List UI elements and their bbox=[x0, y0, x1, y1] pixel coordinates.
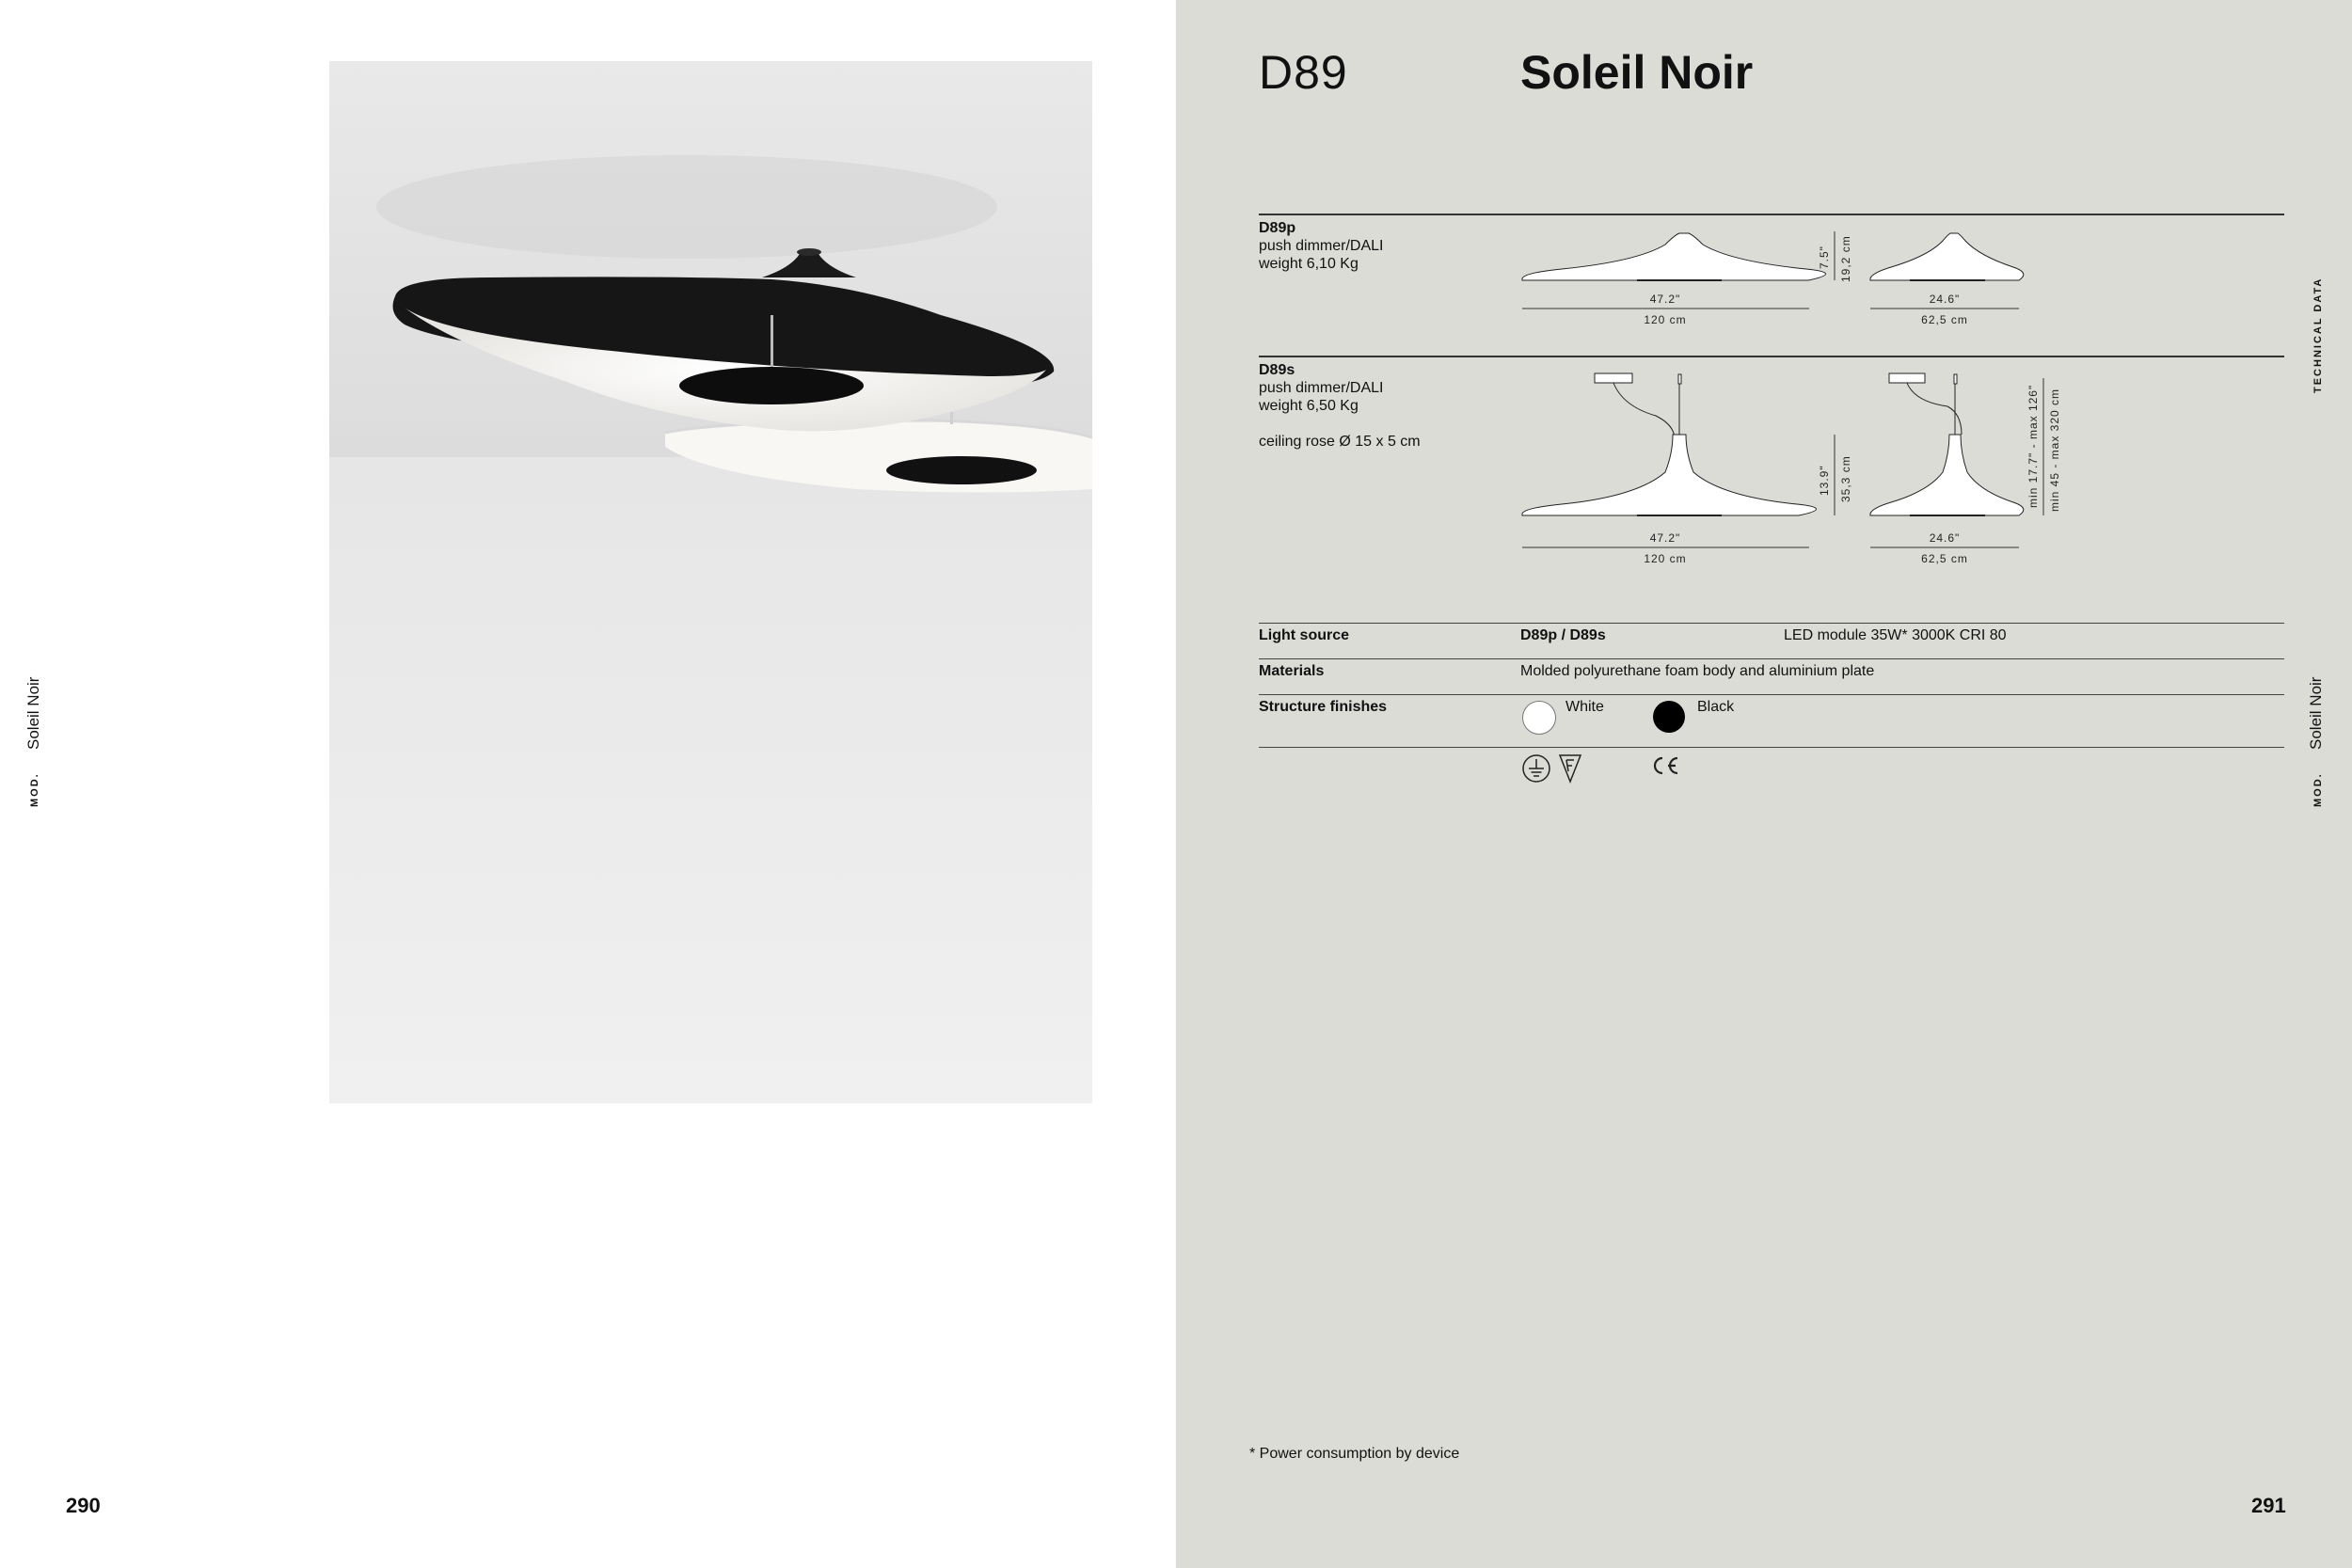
variant-line: weight 6,10 Kg bbox=[1259, 256, 1359, 272]
dim-side-width-cm: 62,5 cm bbox=[1921, 552, 1968, 565]
materials-value: Molded polyurethane foam body and aluminium plate bbox=[1520, 663, 1875, 679]
variant-d89s-info bbox=[1259, 361, 1421, 451]
variant-line: push dimmer/DALI bbox=[1259, 380, 1384, 396]
product-photo bbox=[329, 61, 1092, 1103]
divider bbox=[1259, 747, 2284, 748]
variant-line bbox=[1259, 415, 1421, 433]
divider bbox=[1259, 356, 2284, 357]
d89s-dimension-drawing bbox=[1515, 369, 2098, 576]
divider bbox=[1259, 623, 2284, 624]
variant-line: weight 6,50 Kg bbox=[1259, 398, 1359, 414]
model-name-vertical: Soleil Noir bbox=[24, 676, 42, 750]
page-number-right: 291 bbox=[2251, 1494, 2286, 1517]
dim-front-width-in: 47.2" bbox=[1649, 531, 1681, 545]
technical-data-label: TECHNICAL DATA bbox=[2312, 277, 2324, 393]
d89p-dimension-drawing bbox=[1515, 224, 2079, 337]
dim-side-width-in: 24.6" bbox=[1929, 531, 1961, 545]
lamp-photo-illustration bbox=[329, 61, 1092, 1103]
dim-height-in: 13.9" bbox=[1818, 465, 1831, 496]
light-source-value: LED module 35W* 3000K CRI 80 bbox=[1784, 627, 2007, 643]
ground-symbol-icon bbox=[1520, 752, 1552, 784]
variant-line: push dimmer/DALI bbox=[1259, 238, 1384, 254]
variant-code: D89p bbox=[1259, 220, 1296, 236]
divider bbox=[1259, 658, 2284, 659]
finish-name-black: Black bbox=[1697, 699, 1735, 715]
variant-d89p-info bbox=[1259, 219, 1384, 273]
mod-label-right: MOD. bbox=[2312, 772, 2324, 807]
structure-finishes-label: Structure finishes bbox=[1259, 699, 1388, 715]
divider bbox=[1259, 694, 2284, 695]
f-mark-icon bbox=[1558, 752, 1582, 784]
dim-side-width-in: 24.6" bbox=[1929, 293, 1961, 306]
dim-front-width-cm: 120 cm bbox=[1644, 552, 1687, 565]
model-name-vertical-right: Soleil Noir bbox=[2307, 676, 2325, 750]
variant-code: D89s bbox=[1259, 362, 1295, 378]
page-number: 290 bbox=[66, 1494, 101, 1517]
finish-swatch-black bbox=[1653, 701, 1685, 733]
product-title: Soleil Noir bbox=[1520, 46, 1754, 99]
dim-cable-cm: min 45 - max 320 cm bbox=[2048, 388, 2061, 512]
dim-front-width-cm: 120 cm bbox=[1644, 313, 1687, 326]
materials-label: Materials bbox=[1259, 663, 1325, 679]
divider bbox=[1259, 214, 2284, 215]
variant-line: ceiling rose Ø 15 x 5 cm bbox=[1259, 434, 1421, 450]
finish-name-white: White bbox=[1565, 699, 1604, 715]
dim-height-in: 7.5" bbox=[1818, 245, 1831, 269]
dim-side-width-cm: 62,5 cm bbox=[1921, 313, 1968, 326]
dim-height-cm: 35,3 cm bbox=[1839, 455, 1852, 502]
ce-mark-icon bbox=[1650, 754, 1682, 777]
product-code: D89 bbox=[1259, 46, 1348, 99]
dim-cable-in: min 17.7" - max 126" bbox=[2026, 384, 2040, 508]
dim-height-cm: 19,2 cm bbox=[1839, 235, 1852, 282]
light-source-label: Light source bbox=[1259, 627, 1350, 643]
finish-swatch-white bbox=[1522, 701, 1556, 735]
light-source-models: D89p / D89s bbox=[1520, 627, 1606, 643]
mod-label: MOD. bbox=[29, 772, 40, 807]
footnote: * Power consumption by device bbox=[1249, 1446, 1460, 1462]
dim-front-width-in: 47.2" bbox=[1649, 293, 1681, 306]
